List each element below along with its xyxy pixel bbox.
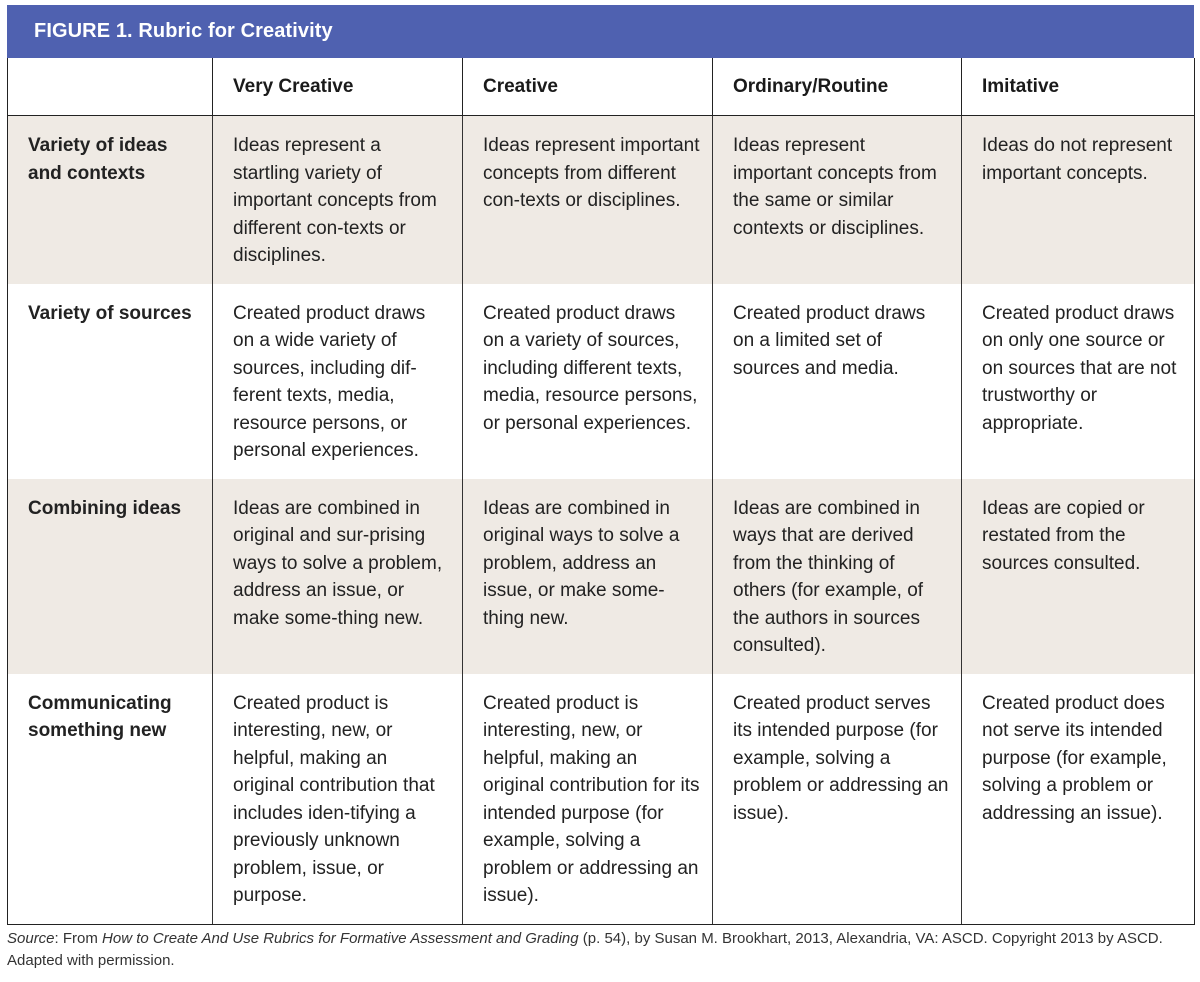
figure-title: FIGURE 1. Rubric for Creativity — [7, 5, 1194, 58]
table-row — [8, 284, 1195, 479]
table-cell: Ideas represent important concepts from different con-texts or disciplines. — [463, 116, 713, 284]
source-note — [7, 928, 1187, 972]
table-cell: Ideas are combined in original and sur-prising ways to solve a problem, address an issue, or make some-thing new. — [213, 479, 463, 674]
header-row — [8, 58, 1195, 116]
table-cell: Created product draws on only one source or on sources that are not trustworthy or appropriate. — [962, 284, 1195, 479]
figure — [7, 5, 1194, 925]
table-cell: Created product is interesting, new, or helpful, making an original contribution for its intended purpose (for example, solving a problem or addressing an issue). — [463, 674, 713, 925]
row-criterion: Variety of sources — [8, 284, 213, 479]
source-label: Source — [7, 930, 55, 947]
row-criterion: Variety of ideas and contexts — [8, 116, 213, 284]
source-book-title: How to Create And Use Rubrics for Formative Assessment and Grading — [102, 930, 579, 947]
table-cell: Created product serves its intended purpose (for example, solving a problem or addressing an issue). — [713, 674, 962, 925]
table-cell: Created product draws on a wide variety of sources, including dif-ferent texts, media, resource persons, or personal experiences. — [213, 284, 463, 479]
rubric-table — [7, 58, 1195, 925]
source-prefix: : From — [54, 930, 103, 947]
table-cell: Ideas are copied or restated from the sources consulted. — [962, 479, 1195, 674]
column-header-imitative: Imitative — [962, 58, 1195, 116]
table-cell: Ideas represent a startling variety of important concepts from different con-texts or disciplines. — [213, 116, 463, 284]
table-cell: Ideas are combined in ways that are derived from the thinking of others (for example, of the authors in sources consulted). — [713, 479, 962, 674]
table-cell: Created product draws on a variety of sources, including different texts, media, resource persons, or personal experiences. — [463, 284, 713, 479]
row-criterion: Combining ideas — [8, 479, 213, 674]
row-criterion: Communicating something new — [8, 674, 213, 925]
column-header-creative: Creative — [463, 58, 713, 116]
column-header-ordinary-routine: Ordinary/Routine — [713, 58, 962, 116]
table-cell: Ideas do not represent important concepts. — [962, 116, 1195, 284]
column-header-criterion — [8, 58, 213, 116]
table-row — [8, 479, 1195, 674]
table-cell: Created product is interesting, new, or helpful, making an original contribution that includes iden-tifying a previously unknown problem, issue, or purpose. — [213, 674, 463, 925]
table-cell: Created product draws on a limited set of sources and media. — [713, 284, 962, 479]
table-row — [8, 674, 1195, 925]
table-cell: Ideas are combined in original ways to solve a problem, address an issue, or make some-thing new. — [463, 479, 713, 674]
source-suffix: (p. 54), by Susan M. Brookhart, 2013, Alexandria, VA: ASCD. Copyright 2013 by ASCD. Adapted with permission. — [7, 930, 1163, 969]
table-cell: Ideas represent important concepts from the same or similar contexts or disciplines. — [713, 116, 962, 284]
column-header-very-creative: Very Creative — [213, 58, 463, 116]
table-row — [8, 116, 1195, 284]
table-cell: Created product does not serve its intended purpose (for example, solving a problem or addressing an issue). — [962, 674, 1195, 925]
